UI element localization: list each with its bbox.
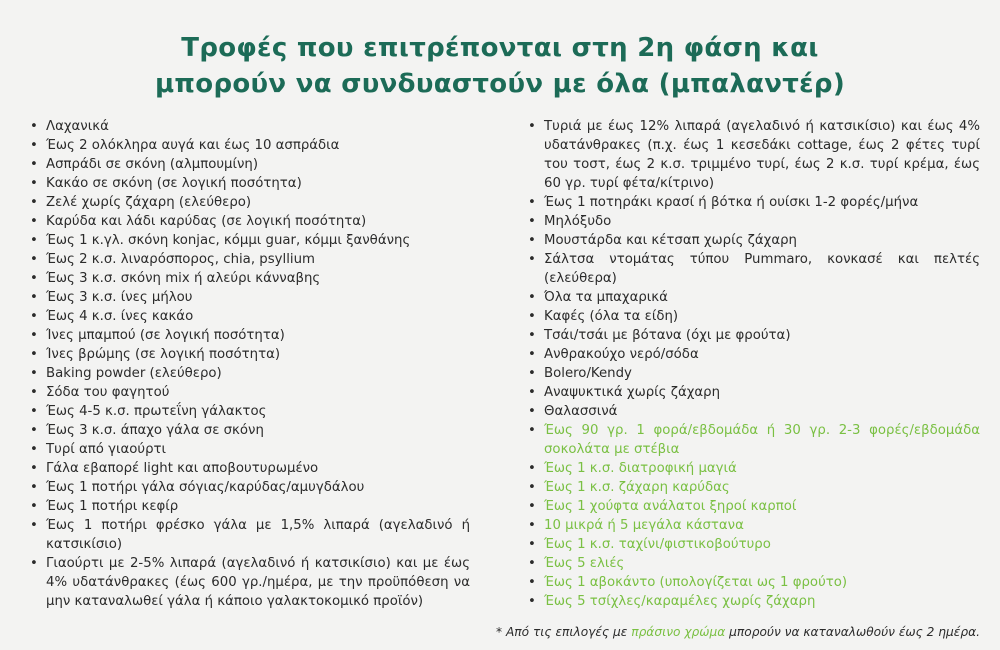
list-item: • Αναψυκτικά χωρίς ζάχαρη [520, 383, 980, 402]
footnote-prefix: * Από τις επιλογές με [496, 625, 632, 639]
footnote-green-text: πράσινο χρώμα [631, 625, 726, 639]
page-title-line-1: Τροφές που επιτρέπονται στη 2η φάση και [181, 33, 819, 63]
list-item: • Έως 1 κ.σ. διατροφική μαγιά [520, 459, 980, 478]
footnote [496, 625, 980, 639]
list-item: • Καρύδα και λάδι καρύδας (σε λογική ποσότητα) [22, 212, 470, 231]
list-item: • Γιαούρτι με 2-5% λιπαρά (αγελαδινό ή κατσικίσιο) και με έως 4% υδατάνθρακες (έως 600 γρ./ημέρα, με την προϋπόθεση να μην καταναλωθεί γάλα ή κάποιο γαλακτοκομικό προϊόν) [22, 554, 470, 611]
list-item: • Όλα τα μπαχαρικά [520, 288, 980, 307]
list-item: • Έως 2 κ.σ. λιναρόσπορος, chia, psyllium [22, 250, 470, 269]
list-item: • Σάλτσα ντομάτας τύπου Pummaro, κονκασέ και πελτές (ελεύθερα) [520, 250, 980, 288]
list-item: • Ασπράδι σε σκόνη (αλμπουμίνη) [22, 155, 470, 174]
list-item: • Κακάο σε σκόνη (σε λογική ποσότητα) [22, 174, 470, 193]
list-item: • Έως 1 κ.σ. ζάχαρη καρύδας [520, 478, 980, 497]
list-item: • Σόδα του φαγητού [22, 383, 470, 402]
list-item: • Λαχανικά [22, 117, 470, 136]
list-item: • Έως 2 ολόκληρα αυγά και έως 10 ασπράδια [22, 136, 470, 155]
list-item: • Έως 1 ποτηράκι κρασί ή βότκα ή ουίσκι 1-2 φορές/μήνα [520, 193, 980, 212]
list-item: • Bolero/Kendy [520, 364, 980, 383]
list-item: • Τυριά με έως 12% λιπαρά (αγελαδινό ή κατσικίσιο) και έως 4% υδατάνθρακες (π.χ. έως 1 κεσεδάκι cottage, έως 2 φέτες τυρί του τοστ, έως 2 κ.σ. τριμμένο τυρί, έως 2 κ.σ. τυρί κρέμα, έως 60 γρ. τυρί φέτα/κίτρινο) [520, 117, 980, 193]
list-item: • Ανθρακούχο νερό/σόδα [520, 345, 980, 364]
list-item: • Καφές (όλα τα είδη) [520, 307, 980, 326]
list-item: • Έως 4-5 κ.σ. πρωτεΐνη γάλακτος [22, 402, 470, 421]
list-item: • Έως 4 κ.σ. ίνες κακάο [22, 307, 470, 326]
list-item: • Ίνες βρώμης (σε λογική ποσότητα) [22, 345, 470, 364]
list-item: • Έως 5 ελιές [520, 554, 980, 573]
list-item: • Baking powder (ελεύθερο) [22, 364, 470, 383]
list-item: • Γάλα εβαπορέ light και αποβουτυρωμένο [22, 459, 470, 478]
list-item: • Θαλασσινά [520, 402, 980, 421]
list-item: • Μουστάρδα και κέτσαπ χωρίς ζάχαρη [520, 231, 980, 250]
list-item: • Τυρί από γιαούρτι [22, 440, 470, 459]
list-item: • Έως 90 γρ. 1 φορά/εβδομάδα ή 30 γρ. 2-3 φορές/εβδομάδα σοκολάτα με στέβια [520, 421, 980, 459]
list-item: • Έως 1 κ.γλ. σκόνη konjac, κόμμι guar, κόμμι ξανθάνης [22, 231, 470, 250]
list-item: • Έως 1 κ.σ. ταχίνι/φιστικοβούτυρο [520, 535, 980, 554]
list-item: • Έως 5 τσίχλες/καραμέλες χωρίς ζάχαρη [520, 592, 980, 611]
list-item: • Έως 3 κ.σ. σκόνη mix ή αλεύρι κάνναβης [22, 269, 470, 288]
page-title-line-2: μπορούν να συνδυαστούν με όλα (μπαλαντέρ) [154, 69, 845, 99]
list-item: • Έως 1 ποτήρι γάλα σόγιας/καρύδας/αμυγδάλου [22, 478, 470, 497]
page-title [0, 30, 1000, 102]
list-item: • Ζελέ χωρίς ζάχαρη (ελεύθερο) [22, 193, 470, 212]
right-food-list [520, 117, 980, 611]
list-item: • Έως 1 χούφτα ανάλατοι ξηροί καρποί [520, 497, 980, 516]
list-item: • Έως 1 ποτήρι φρέσκο γάλα με 1,5% λιπαρά (αγελαδινό ή κατσικίσιο) [22, 516, 470, 554]
list-item: • Έως 3 κ.σ. ίνες μήλου [22, 288, 470, 307]
left-food-list [22, 117, 470, 611]
list-item: • 10 μικρά ή 5 μεγάλα κάστανα [520, 516, 980, 535]
list-item: • Τσάι/τσάι με βότανα (όχι με φρούτα) [520, 326, 980, 345]
list-item: • Έως 1 αβοκάντο (υπολογίζεται ως 1 φρούτο) [520, 573, 980, 592]
list-item: • Έως 1 ποτήρι κεφίρ [22, 497, 470, 516]
footnote-suffix: μπορούν να καταναλωθούν έως 2 ημέρα. [725, 625, 980, 639]
list-item: • Ίνες μπαμπού (σε λογική ποσότητα) [22, 326, 470, 345]
list-item: • Μηλόξυδο [520, 212, 980, 231]
list-item: • Έως 3 κ.σ. άπαχο γάλα σε σκόνη [22, 421, 470, 440]
